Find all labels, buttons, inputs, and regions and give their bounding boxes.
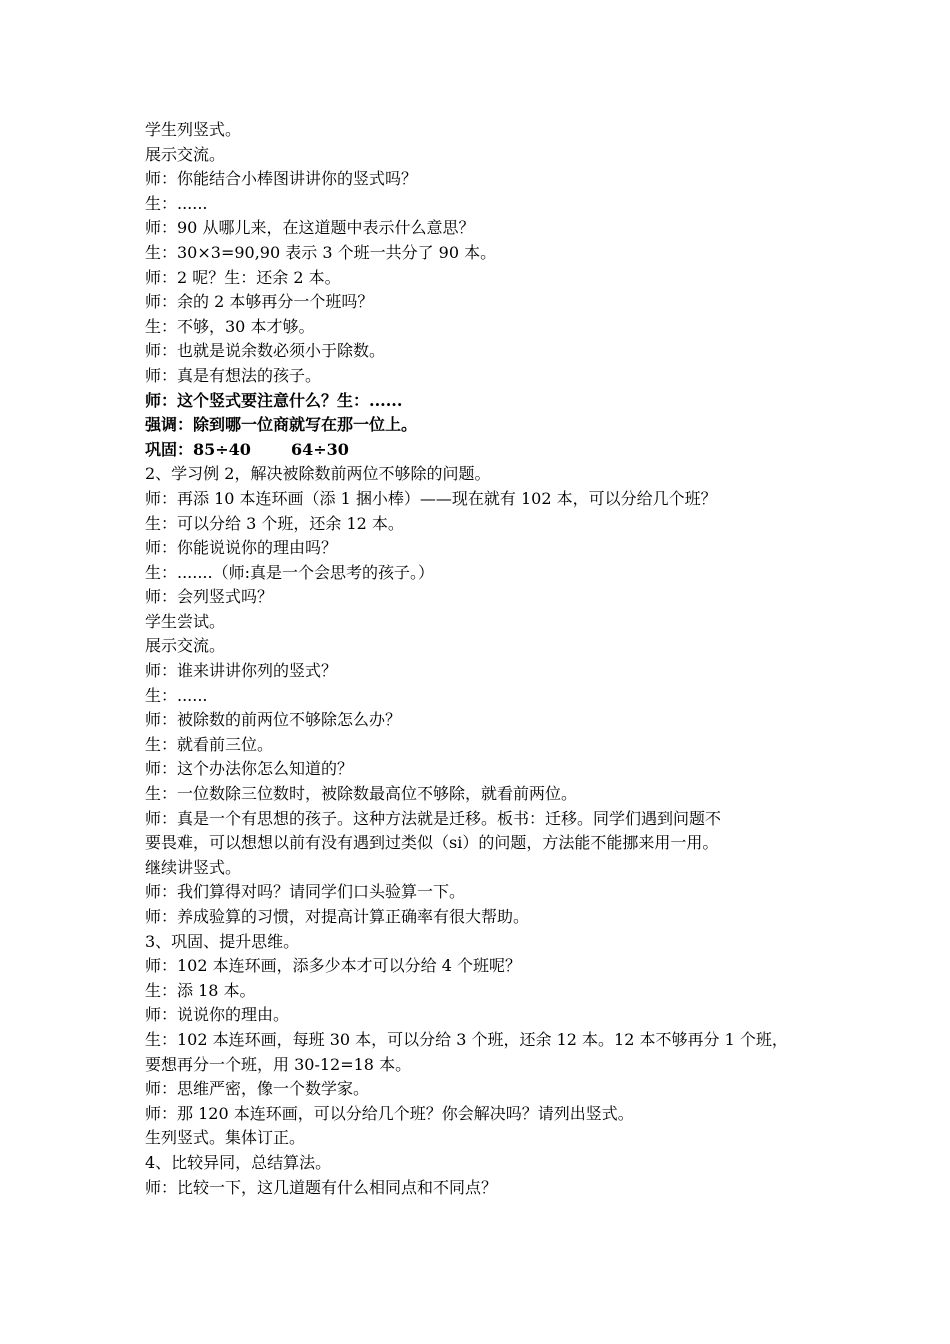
text-line-content: 师：说说你的理由。 [145, 1005, 290, 1025]
text-line [145, 487, 825, 512]
text-line-content: 生列竖式。集体订正。 [145, 1128, 306, 1148]
text-line [145, 413, 825, 438]
text-line [145, 585, 825, 610]
text-line-content: 生：不够，30 本才够。 [145, 316, 315, 336]
text-line-content: 生：102 本连环画，每班 30 本，可以分给 3 个班，还余 12 本。12 本不够再分 1 个班， [145, 1029, 788, 1049]
text-line [145, 462, 825, 487]
text-line [145, 290, 825, 315]
text-line [145, 1126, 825, 1151]
text-line-content: 师：思维严密，像一个数学家。 [145, 1079, 370, 1099]
text-line-content: 生：可以分给 3 个班，还余 12 本。 [145, 513, 404, 533]
text-line [145, 241, 825, 266]
text-line-content: 生：...... [145, 193, 208, 213]
text-line-content-second: 64÷30 [290, 439, 349, 459]
text-line [145, 979, 825, 1004]
text-line-content: 生：一位数除三位数时，被除数最高位不够除，就看前两位。 [145, 784, 578, 804]
text-line [145, 143, 825, 168]
text-line-content: 师：比较一下，这几道题有什么相同点和不同点？ [145, 1177, 498, 1197]
text-line [145, 610, 825, 635]
text-line [145, 536, 825, 561]
text-line-content: 师：那 120 本连环画，可以分给几个班？你会解决吗？请列出竖式。 [145, 1103, 634, 1123]
text-line-content: 3、巩固、提升思维。 [145, 931, 300, 951]
text-line-content: 生：添 18 本。 [145, 980, 256, 1000]
text-line [145, 880, 825, 905]
text-line [145, 807, 825, 832]
text-line-content: 师：我们算得对吗？请同学们口头验算一下。 [145, 882, 466, 902]
text-line [145, 364, 825, 389]
text-line [145, 216, 825, 241]
text-line-content: 学生尝试。 [145, 611, 226, 631]
text-line-content: 师：真是一个有思想的孩子。这种方法就是迁移。板书：迁移。同学们遇到问题不 [145, 808, 722, 828]
text-line-content: 学生列竖式。 [145, 120, 242, 139]
text-line-content: 师：90 从哪儿来，在这道题中表示什么意思？ [145, 218, 475, 238]
text-line-content: 师：谁来讲讲你列的竖式？ [145, 661, 338, 681]
text-line-content: 生：30×3=90,90 表示 3 个班一共分了 90 本。 [145, 242, 497, 262]
text-line-content: 4、比较异同，总结算法。 [145, 1152, 332, 1172]
text-line-content: 师：养成验算的习惯，对提高计算正确率有很大帮助。 [145, 907, 530, 926]
text-line-content: 师：你能说说你的理由吗？ [145, 538, 338, 558]
text-line-content: 师：2 呢？生：还余 2 本。 [145, 267, 341, 287]
text-line [145, 1028, 825, 1053]
text-line-content: 师：102 本连环画，添多少本才可以分给 4 个班呢？ [145, 956, 521, 976]
text-line-content: 师：会列竖式吗？ [145, 587, 274, 607]
text-line-content: 师：余的 2 本够再分一个班吗？ [145, 292, 374, 312]
text-line [145, 389, 825, 414]
text-line-content: 师：你能结合小棒图讲讲你的竖式吗？ [145, 169, 418, 189]
text-line [145, 1151, 825, 1176]
text-line-content: 生：...... [145, 685, 208, 705]
text-line-content: 师：被除数的前两位不够除怎么办？ [145, 710, 402, 730]
text-line-content: 师：再添 10 本连环画（添 1 捆小棒）——现在就有 102 本，可以分给几个班？ [145, 488, 717, 508]
text-line [145, 954, 825, 979]
text-line [145, 782, 825, 807]
text-line [145, 339, 825, 364]
text-line [145, 438, 825, 463]
text-line [145, 167, 825, 192]
text-line-content: 要畏难，可以想想以前有没有遇到过类似（si）的问题，方法能不能挪来用一用。 [145, 833, 719, 853]
text-line [145, 512, 825, 537]
text-line-content: 师：这个竖式要注意什么？生：...... [145, 390, 403, 410]
text-line-content: 强调：除到哪一位商就写在那一位上。 [145, 415, 418, 435]
text-line [145, 1077, 825, 1102]
text-line [145, 634, 825, 659]
text-line-content: 要想再分一个班，用 30-12=18 本。 [145, 1054, 412, 1074]
text-line [145, 659, 825, 684]
text-line-content: 巩固：85÷40 [145, 439, 251, 459]
text-line-content: 师：真是有想法的孩子。 [145, 365, 322, 385]
text-line [145, 1176, 825, 1201]
lesson-text-body [145, 118, 825, 1200]
text-line-content: 2、学习例 2，解决被除数前两位不够除的问题。 [145, 464, 491, 484]
text-line [145, 757, 825, 782]
text-line [145, 930, 825, 955]
text-line [145, 1053, 825, 1078]
text-line [145, 684, 825, 709]
text-line [145, 118, 825, 143]
text-line [145, 561, 825, 586]
text-line-content: 师：也就是说余数必须小于除数。 [145, 341, 386, 361]
text-line-content: 展示交流。 [145, 144, 226, 164]
text-line [145, 1102, 825, 1127]
text-line-content: 展示交流。 [145, 636, 226, 656]
text-line [145, 1003, 825, 1028]
text-line [145, 708, 825, 733]
text-line [145, 905, 825, 930]
text-line [145, 733, 825, 758]
text-line-content: 继续讲竖式。 [145, 857, 242, 877]
text-line [145, 266, 825, 291]
text-line [145, 192, 825, 217]
text-line [145, 315, 825, 340]
text-line-content: 师：这个办法你怎么知道的？ [145, 759, 354, 779]
text-line [145, 831, 825, 856]
text-line [145, 856, 825, 881]
text-line-content: 生：就看前三位。 [145, 734, 274, 754]
text-line-content: 生：.......（师:真是一个会思考的孩子。） [145, 562, 434, 582]
